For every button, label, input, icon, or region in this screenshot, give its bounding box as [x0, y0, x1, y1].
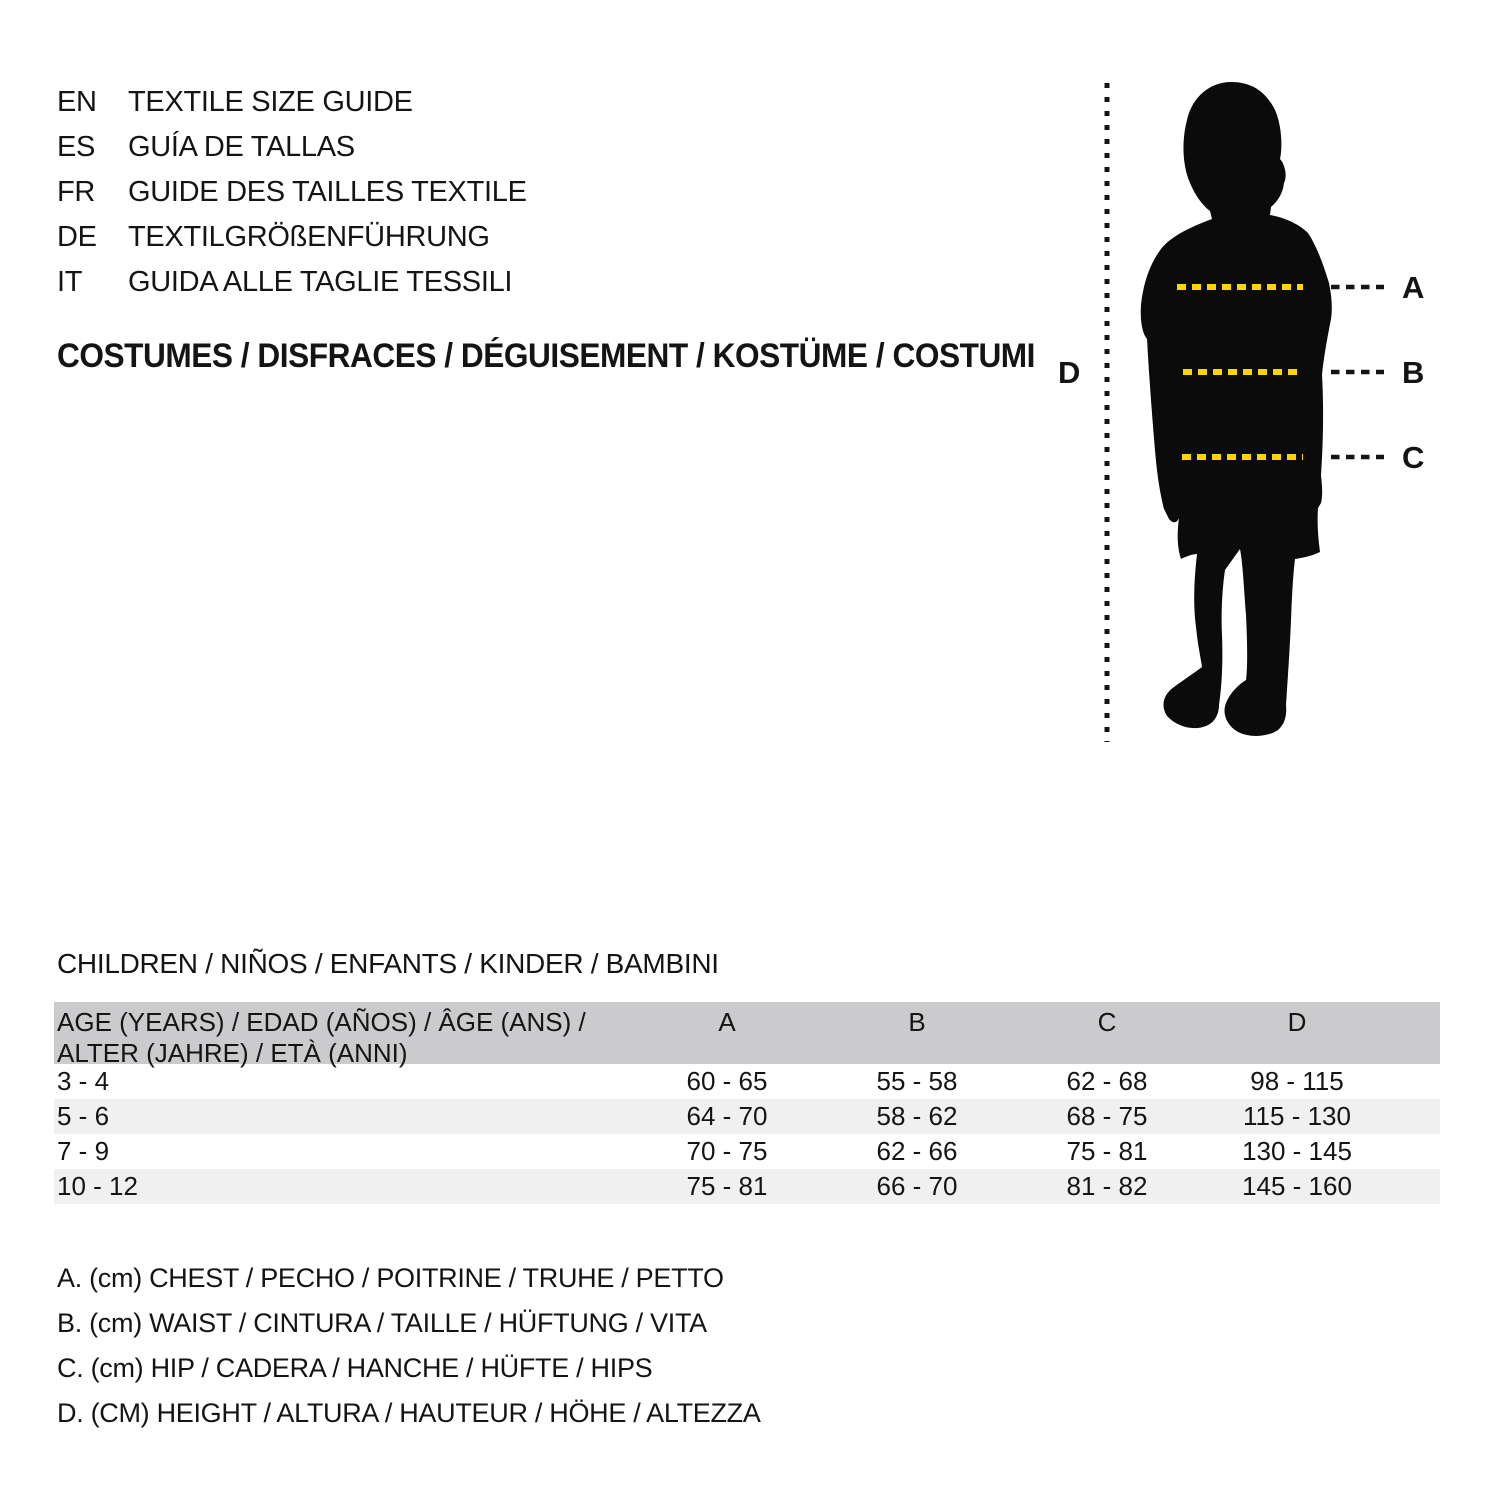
category-title: COSTUMES / DISFRACES / DÉGUISEMENT / KOSTÜME / COSTUMI — [57, 337, 1036, 375]
language-row — [57, 125, 527, 170]
measurement-figure — [1050, 75, 1470, 765]
hip-range-cell: 62 - 68 — [1066, 1066, 1148, 1096]
table-row — [54, 1099, 1440, 1134]
measurement-legend — [57, 1256, 761, 1436]
column-header-a: A — [718, 1007, 736, 1037]
language-row — [57, 80, 527, 125]
waist-range-cell: 66 - 70 — [876, 1171, 958, 1201]
waist-range-cell: 58 - 62 — [876, 1101, 958, 1131]
guide-title: TEXTILGRÖßENFÜHRUNG — [128, 221, 490, 253]
height-range-cell: 98 - 115 — [1250, 1066, 1344, 1096]
column-header-c: C — [1097, 1007, 1117, 1037]
children-section-title: CHILDREN / NIÑOS / ENFANTS / KINDER / BAMBINI — [57, 948, 719, 979]
label-waist-b: B — [1402, 355, 1425, 390]
label-height-d: D — [1058, 355, 1081, 390]
chest-range-cell: 60 - 65 — [686, 1066, 768, 1096]
legend-height: D. (CM) HEIGHT / ALTURA / HAUTEUR / HÖHE / ALTEZZA — [57, 1398, 761, 1428]
age-column-header — [54, 1007, 632, 1069]
size-table-header — [54, 1002, 1440, 1068]
height-range-cell: 145 - 160 — [1242, 1171, 1352, 1201]
age-header-line1: AGE (YEARS) / EDAD (AÑOS) / ÂGE (ANS) / — [57, 1007, 586, 1037]
hip-range-cell: 75 - 81 — [1066, 1136, 1148, 1166]
chest-range-cell: 64 - 70 — [686, 1101, 768, 1131]
chest-range-cell: 70 - 75 — [686, 1136, 768, 1166]
guide-title: GUÍA DE TALLAS — [128, 131, 355, 163]
label-chest-a: A — [1402, 270, 1425, 305]
language-row — [57, 215, 527, 260]
age-cell: 3 - 4 — [57, 1066, 110, 1096]
legend-chest: A. (cm) CHEST / PECHO / POITRINE / TRUHE / PETTO — [57, 1263, 724, 1293]
language-code: ES — [57, 131, 96, 163]
age-cell: 5 - 6 — [57, 1101, 110, 1131]
language-row — [57, 260, 527, 305]
language-code: FR — [57, 176, 96, 208]
table-row — [54, 1169, 1440, 1204]
age-cell: 7 - 9 — [57, 1136, 110, 1166]
size-table — [54, 1002, 1440, 1204]
language-code: IT — [57, 266, 83, 298]
label-hip-c: C — [1402, 440, 1425, 475]
language-title-list — [57, 80, 527, 305]
height-range-cell: 115 - 130 — [1243, 1101, 1351, 1131]
table-row — [54, 1134, 1440, 1169]
guide-title: GUIDE DES TAILLES TEXTILE — [128, 176, 527, 208]
child-silhouette-image — [1141, 82, 1332, 736]
table-row — [54, 1064, 1440, 1099]
height-range-cell: 130 - 145 — [1242, 1136, 1352, 1166]
legend-waist: B. (cm) WAIST / CINTURA / TAILLE / HÜFTUNG / VITA — [57, 1308, 707, 1338]
age-header-line2: ALTER (JAHRE) / ETÀ (ANNI) — [57, 1038, 408, 1068]
waist-range-cell: 55 - 58 — [876, 1066, 958, 1096]
column-header-d: D — [1287, 1007, 1307, 1037]
column-header-b: B — [908, 1007, 926, 1037]
legend-hip: C. (cm) HIP / CADERA / HANCHE / HÜFTE / HIPS — [57, 1353, 653, 1383]
guide-title: GUIDA ALLE TAGLIE TESSILI — [128, 266, 513, 298]
hip-range-cell: 81 - 82 — [1066, 1171, 1148, 1201]
language-code: DE — [57, 221, 97, 253]
guide-title: TEXTILE SIZE GUIDE — [128, 86, 413, 118]
hip-range-cell: 68 - 75 — [1066, 1101, 1148, 1131]
waist-range-cell: 62 - 66 — [876, 1136, 958, 1166]
language-code: EN — [57, 86, 97, 118]
age-cell: 10 - 12 — [57, 1171, 138, 1201]
chest-range-cell: 75 - 81 — [686, 1171, 768, 1201]
language-row — [57, 170, 527, 215]
